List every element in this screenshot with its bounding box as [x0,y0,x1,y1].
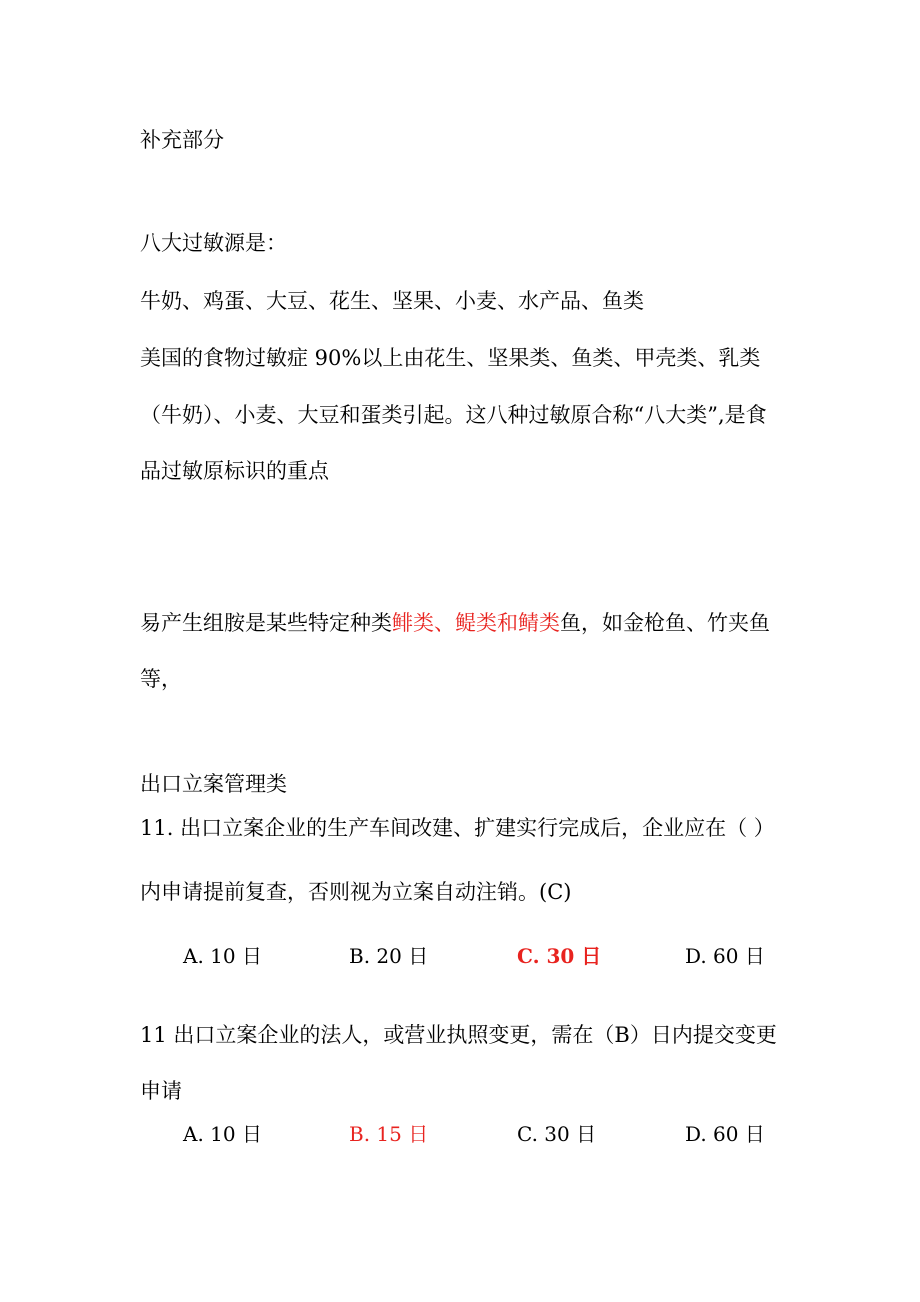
q1-option-d: D. 60 日 [685,944,765,968]
allergen-title: 八大过敏源是： [140,231,287,255]
q1-option-c-answer: C. 30 日 [517,944,602,968]
q2-text-line-1: 11 出口立案企业的法人，或营业执照变更，需在（B）日内提交变更 [140,1023,777,1047]
section-title: 出口立案管理类 [140,772,287,796]
histamine-text-post: 鱼，如金枪鱼、竹夹鱼 [560,611,770,635]
histamine-line-2: 等， [140,667,182,691]
allergen-list: 牛奶、鸡蛋、大豆、花生、坚果、小麦、水产品、鱼类 [140,289,644,313]
q1-option-b: B. 20 日 [349,944,429,968]
q1-text-line-1: 11. 出口立案企业的生产车间改建、扩建实行完成后，企业应在（ ） [140,816,775,840]
q1-text-line-2: 内申请提前复查，否则视为立案自动注销。(C) [140,880,572,904]
q2-option-a: A. 10 日 [183,1122,262,1146]
q2-option-d: D. 60 日 [685,1122,765,1146]
allergen-para-line-2: （牛奶）、小麦、大豆和蛋类引起。这八种过敏原合称“八大类”,是食 [140,403,767,427]
q2-option-b-answer: B. 15 日 [349,1122,429,1146]
allergen-para-line-3: 品过敏原标识的重点 [140,459,329,483]
q1-option-a: A. 10 日 [183,944,262,968]
heading: 补充部分 [140,128,224,152]
histamine-fish-highlight: 鲱类、鳀类和鲭类 [392,611,560,635]
allergen-para-line-1: 美国的食物过敏症 90%以上由花生、坚果类、鱼类、甲壳类、乳类 [140,346,761,370]
q2-option-c: C. 30 日 [517,1122,597,1146]
histamine-line-1 [140,609,770,637]
histamine-text-pre: 易产生组胺是某些特定种类 [140,611,392,635]
q2-text-line-2: 申请 [140,1079,182,1103]
